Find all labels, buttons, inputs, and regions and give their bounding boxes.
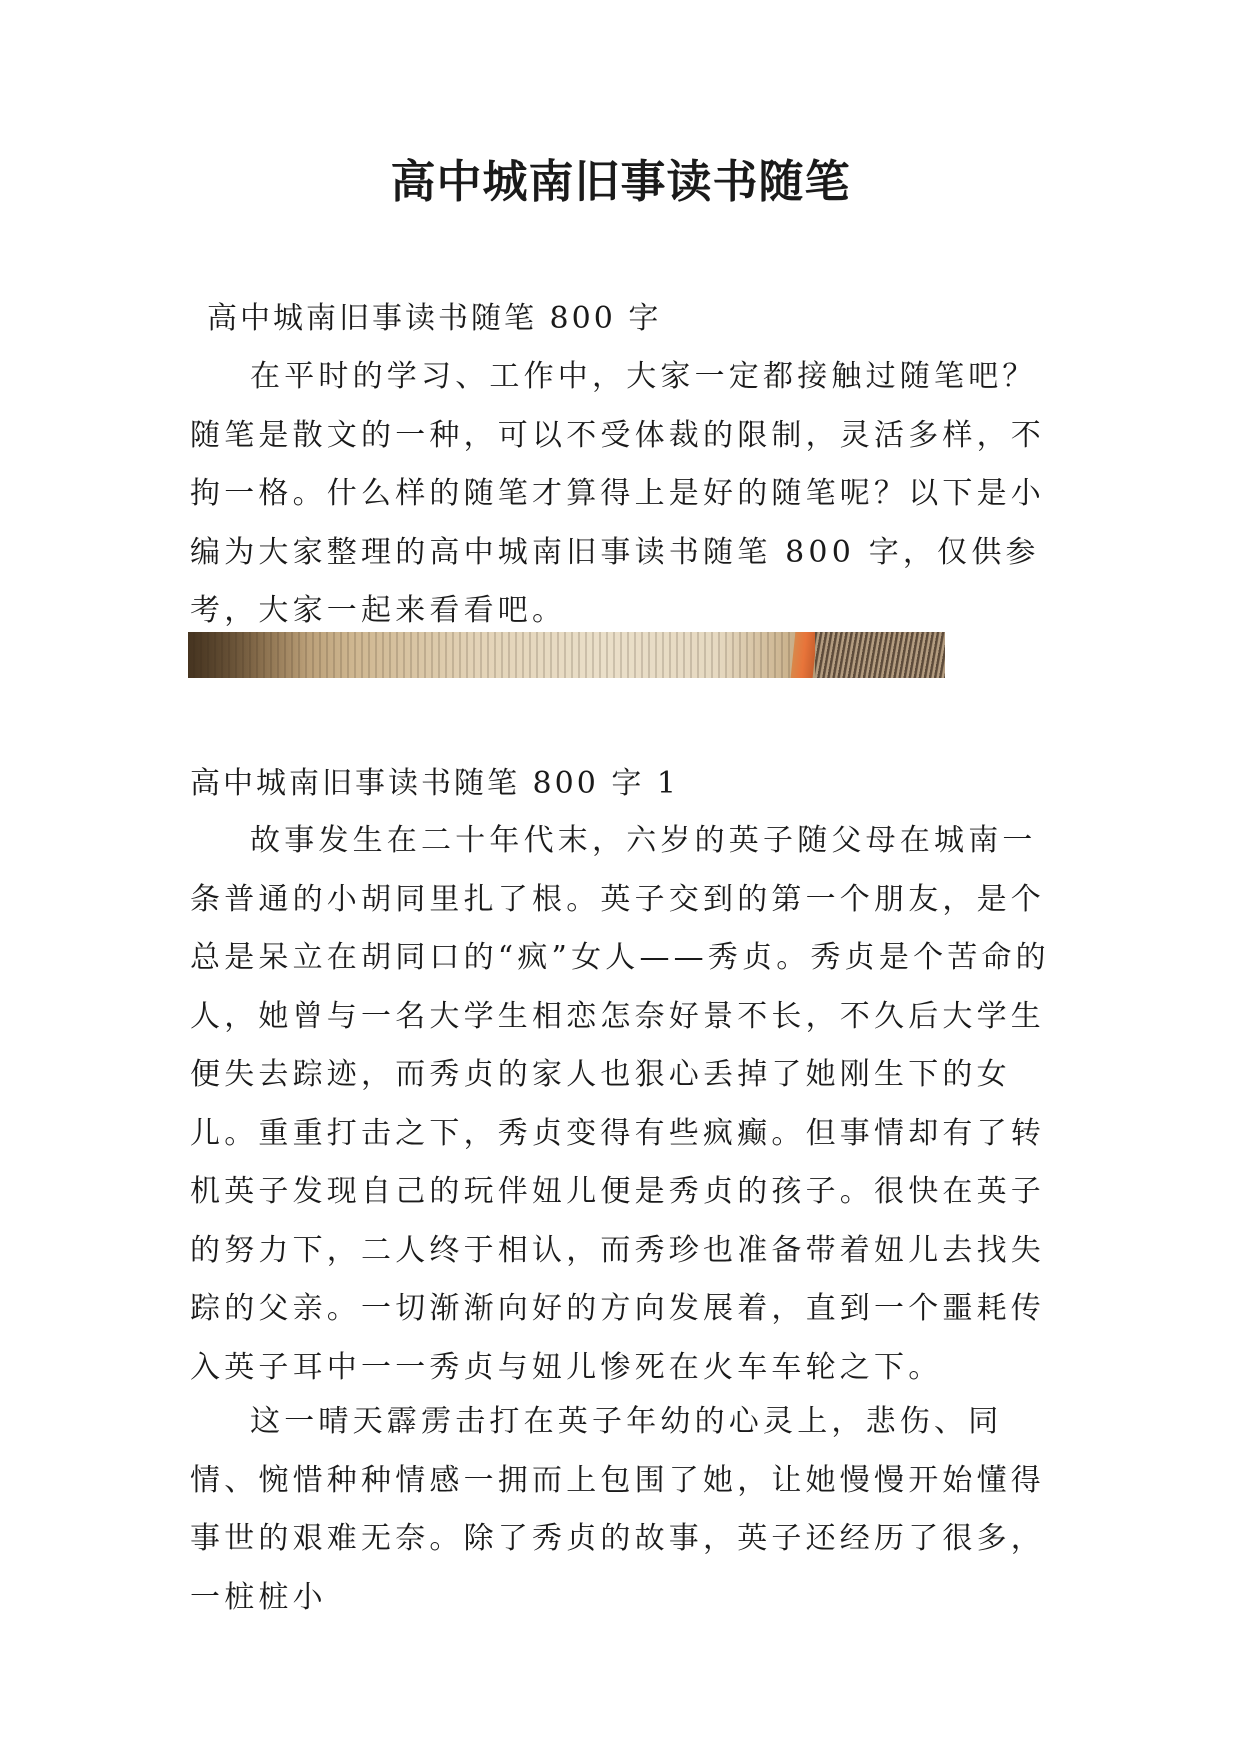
banner-page-edges xyxy=(815,632,945,678)
section-heading: 高中城南旧事读书随笔 800 字 1 xyxy=(190,766,679,801)
body-paragraph: 故事发生在二十年代末，六岁的英子随父母在城南一条普通的小胡同里扎了根。英子交到的第一个朋友，是个总是呆立在胡同口的“疯”女人——秀贞。秀贞是个苦命的人，她曾与一名大学生相恋怎奈好景不长，不久后大学生便失去踪迹，而秀贞的家人也狠心丢掉了她刚生下的女儿。重重打击之下，秀贞变得有些疯癫。但事情却有了转机英子发现自己的玩伴妞儿便是秀贞的孩子。很快在英子的努力下，二人终于相认，而秀珍也准备带着妞儿去找失踪的父亲。一切渐渐向好的方向发展着，直到一个噩耗传入英子耳中一一秀贞与妞儿惨死在火车车轮之下。 xyxy=(190,823,1050,1385)
body-paragraph-2-block xyxy=(190,1393,1070,1627)
document-subtitle: 高中城南旧事读书随笔 800 字 xyxy=(207,301,662,336)
document-title: 高中城南旧事读书随笔 xyxy=(390,155,851,208)
body-paragraph-1-block xyxy=(190,812,1070,1397)
book-banner-image xyxy=(188,632,945,678)
banner-shadow xyxy=(188,632,308,678)
body-paragraph: 这一晴天霹雳击打在英子年幼的心灵上，悲伤、同情、惋惜种种情感一拥而上包围了她，让她慢慢开始懂得事世的艰难无奈。除了秀贞的故事，英子还经历了很多，一桩桩小 xyxy=(190,1404,1045,1615)
intro-block xyxy=(190,348,1070,641)
intro-paragraph: 在平时的学习、工作中，大家一定都接触过随笔吧？随笔是散文的一种，可以不受体裁的限制，灵活多样，不拘一格。什么样的随笔才算得上是好的随笔呢？以下是小编为大家整理的高中城南旧事读书随笔 800 字，仅供参考，大家一起来看看吧。 xyxy=(190,359,1045,628)
banner-bookmark xyxy=(791,632,818,678)
